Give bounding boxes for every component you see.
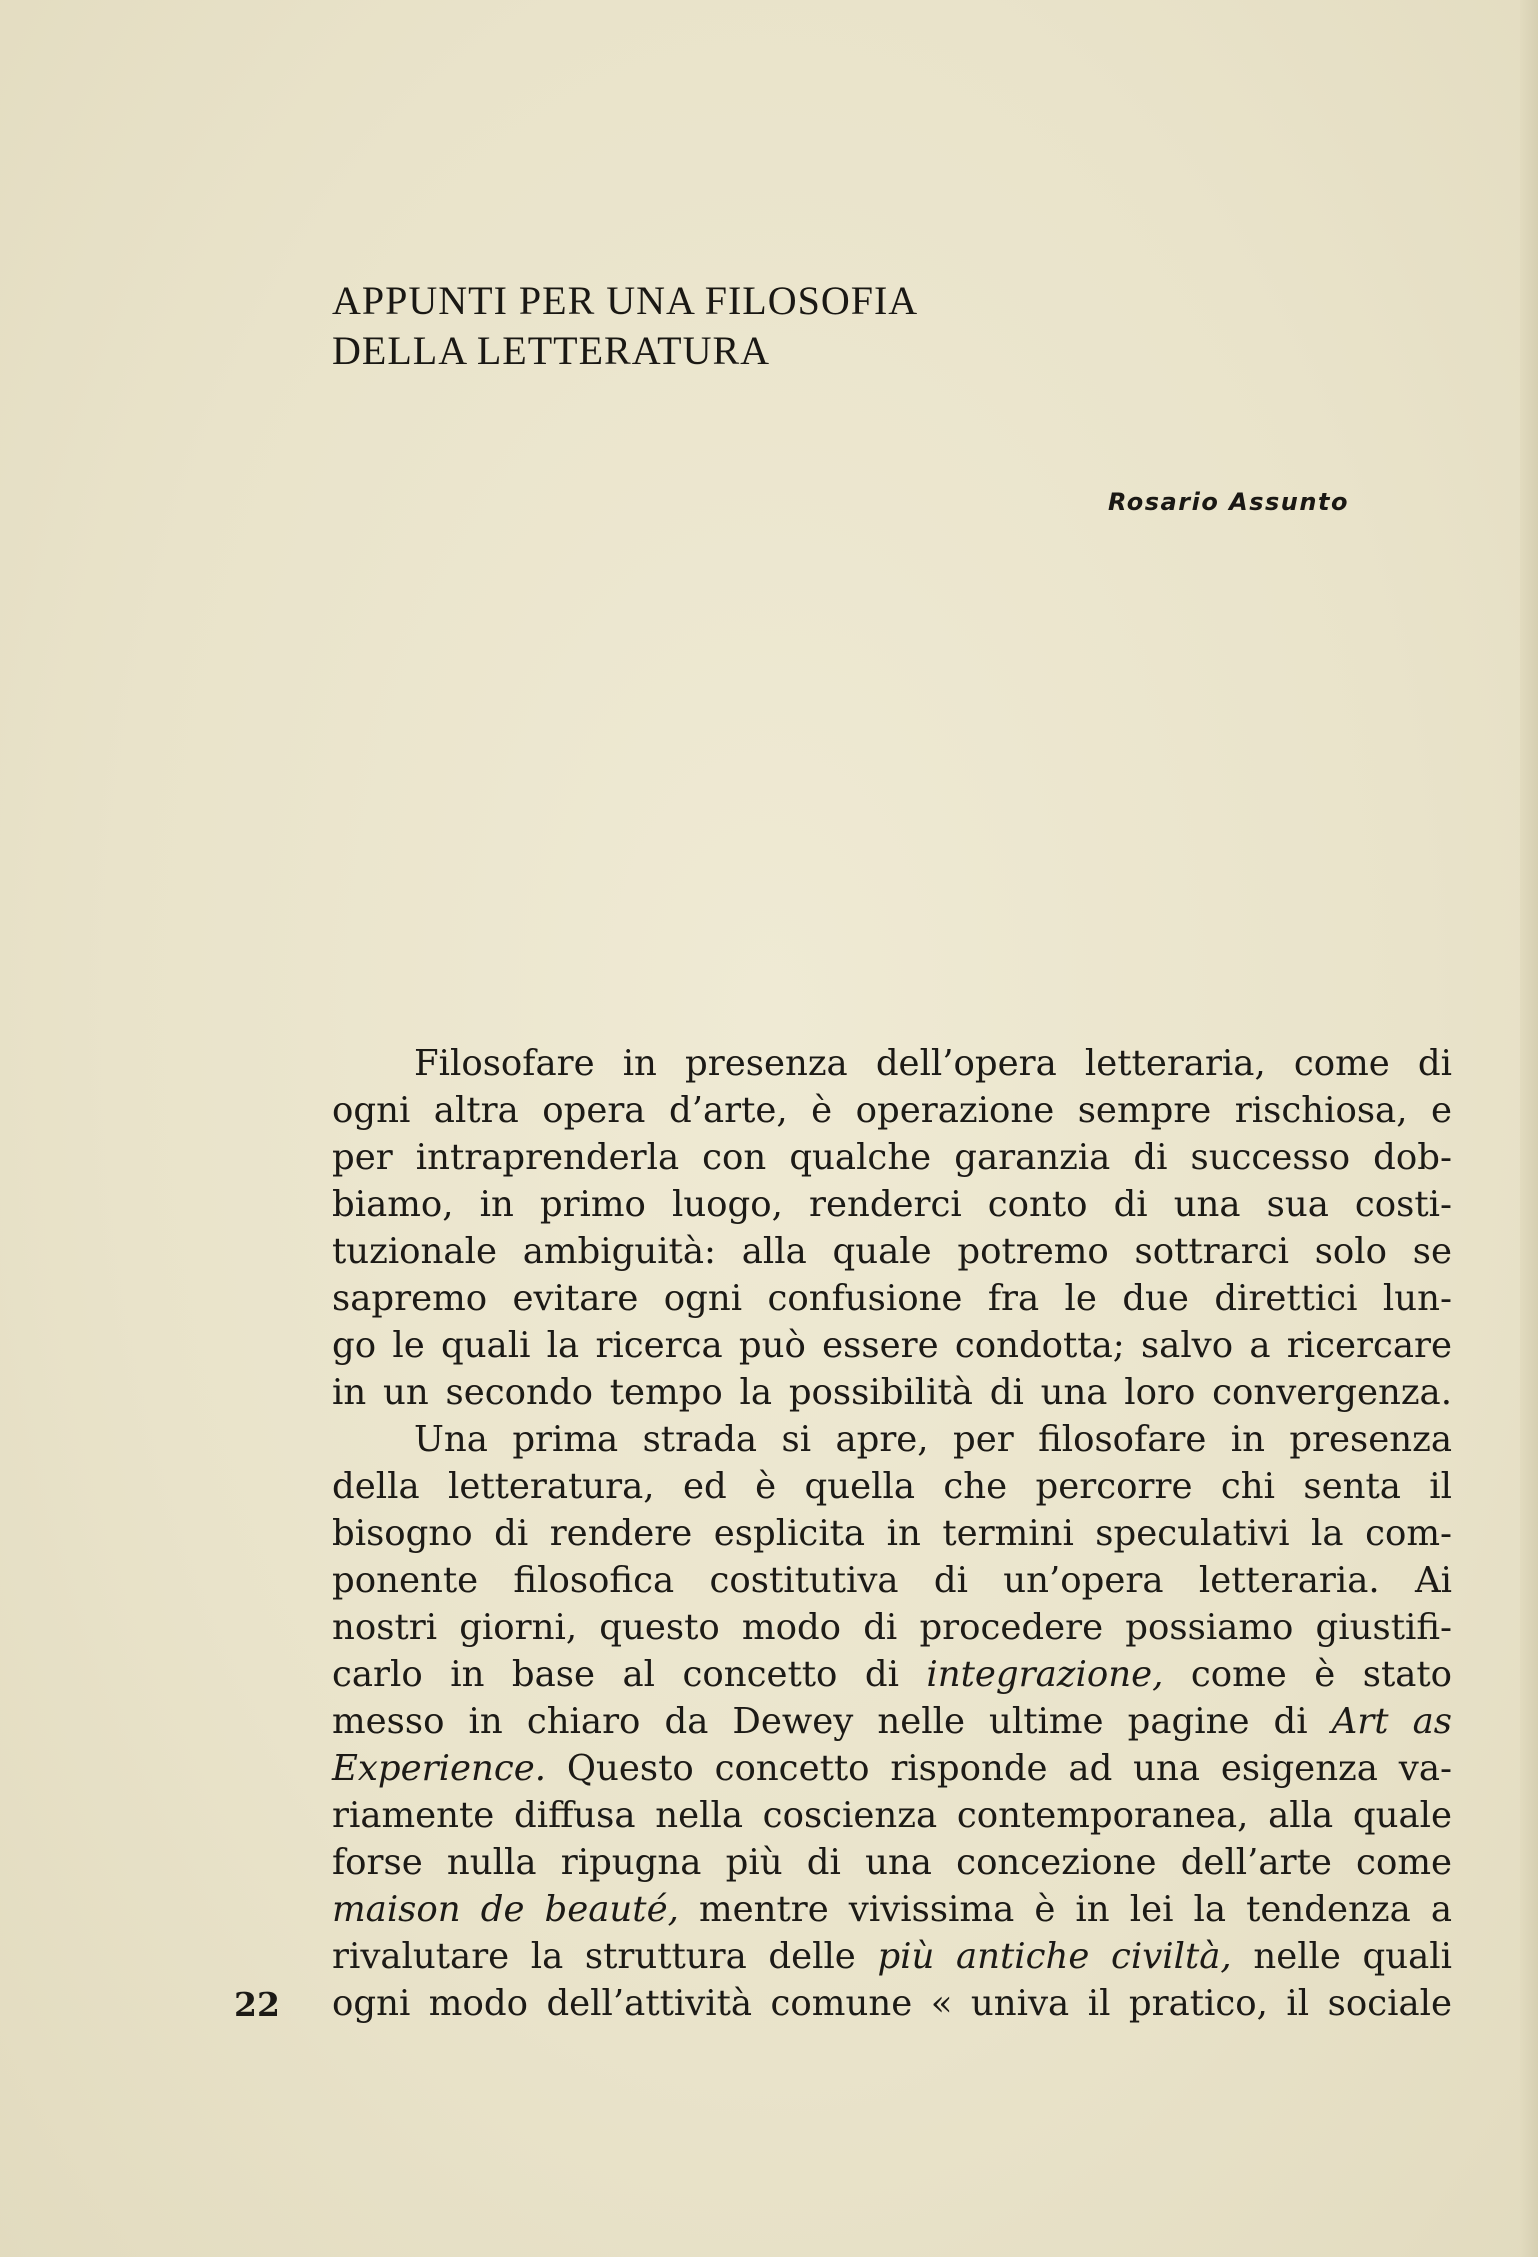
text-line: nostri giorni, questo modo di procedere possiamo giustifi-: [332, 1607, 1452, 1648]
text-run: Questo concetto risponde ad una esigenza va-: [546, 1748, 1452, 1789]
chapter-title-line-2: DELLA LETTERATURA: [332, 328, 771, 373]
text-line: [332, 1933, 1452, 1980]
text-line: biamo, in primo luogo, renderci conto di una sua costi-: [332, 1184, 1452, 1225]
text-line: Una prima strada si apre, per filosofare in presenza: [414, 1419, 1452, 1460]
page-number: 22: [234, 1985, 280, 2024]
emphasis-experience: Experience.: [332, 1748, 547, 1789]
page-edge: [1520, 0, 1538, 2257]
chapter-title: [332, 276, 1332, 376]
body-text: [332, 1040, 1452, 2027]
chapter-title-line-1: APPUNTI PER UNA FILOSOFIA: [332, 278, 919, 323]
text-line: della letteratura, ed è quella che percorre chi senta il: [332, 1466, 1452, 1507]
text-line: go le quali la ricerca può essere condotta; salvo a ricercare: [332, 1325, 1452, 1366]
text-line: bisogno di rendere esplicita in termini speculativi la com-: [332, 1513, 1452, 1554]
text-run: rivalutare la struttura delle: [332, 1936, 878, 1977]
text-line: ogni modo dell’attività comune « univa il pratico, il sociale: [332, 1983, 1452, 2024]
text-line: [332, 1698, 1452, 1745]
text-run: come è stato: [1163, 1654, 1453, 1695]
text-line: [332, 1651, 1452, 1698]
text-line: [332, 1886, 1452, 1933]
text-line: in un secondo tempo la possibilità di una loro convergenza.: [332, 1372, 1452, 1413]
emphasis-maison-de-beaute: maison de beauté,: [332, 1889, 679, 1930]
text-line: per intraprenderla con qualche garanzia di successo dob-: [332, 1137, 1452, 1178]
emphasis-antiche-civilta: più antiche civiltà,: [877, 1936, 1232, 1977]
text-line: ponente filosofica costitutiva di un’opera letteraria. Ai: [332, 1560, 1452, 1601]
emphasis-integrazione: integrazione,: [926, 1654, 1164, 1695]
text-line: tuzionale ambiguità: alla quale potremo sottrarci solo se: [332, 1231, 1452, 1272]
text-line: Filosofare in presenza dell’opera letteraria, come di: [414, 1043, 1452, 1084]
emphasis-art-as: Art as: [1331, 1701, 1452, 1742]
text-line: [332, 1745, 1452, 1792]
text-line: forse nulla ripugna più di una concezione dell’arte come: [332, 1842, 1452, 1883]
author-name: Rosario Assunto: [1108, 488, 1349, 516]
text-run: messo in chiaro da Dewey nelle ultime pagine di: [332, 1701, 1332, 1742]
text-run: nelle quali: [1231, 1936, 1452, 1977]
text-line: ogni altra opera d’arte, è operazione sempre rischiosa, e: [332, 1090, 1452, 1131]
text-run: carlo in base al concetto di: [332, 1654, 927, 1695]
text-line: sapremo evitare ogni confusione fra le due direttici lun-: [332, 1278, 1452, 1319]
text-line: riamente diffusa nella coscienza contemporanea, alla quale: [332, 1795, 1452, 1836]
text-run: mentre vivissima è in lei la tendenza a: [678, 1889, 1452, 1930]
